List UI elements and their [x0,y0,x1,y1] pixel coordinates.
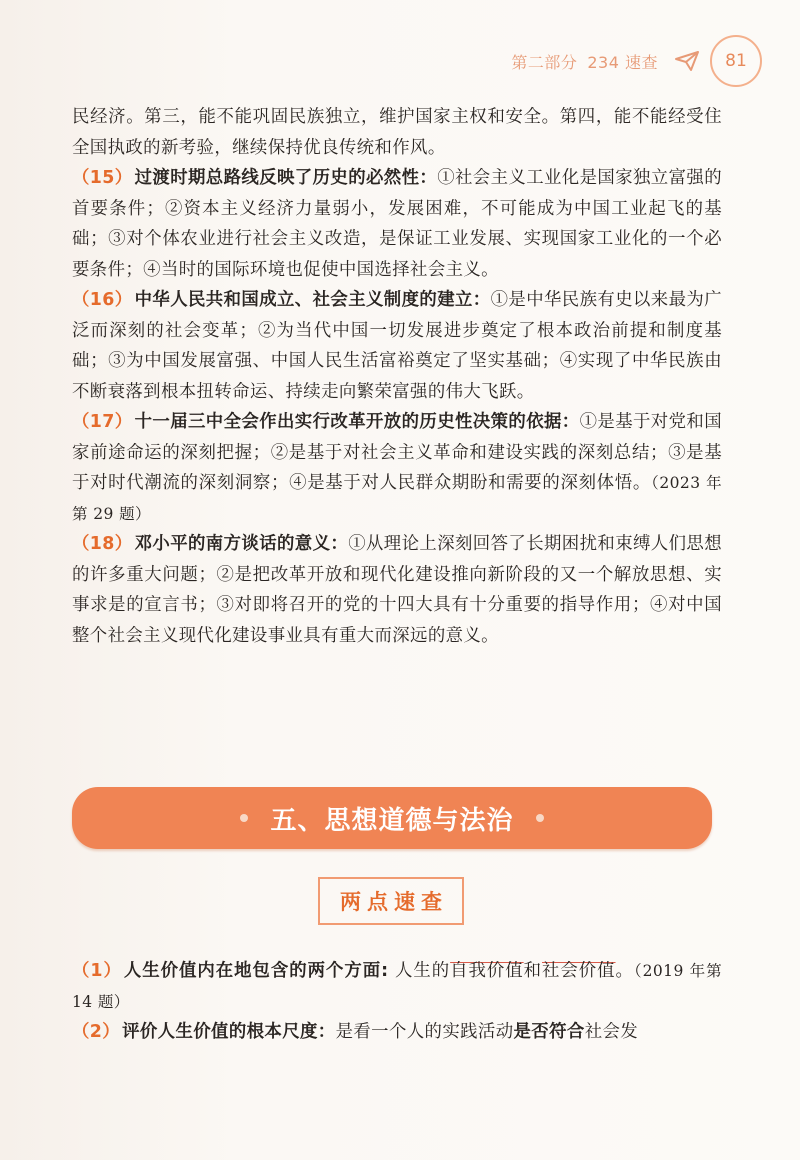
point-body: 和 [523,961,543,981]
bullet-dot [536,814,544,822]
point-number: （1） [72,961,122,981]
point-bold-term: 是否符合 [513,1022,585,1042]
points-text [72,956,722,1048]
point-number: （2） [72,1022,121,1042]
intro-paragraph: 民经济。第三，能不能巩固民族独立，维护国家主权和安全。第四，能不能经受住全国执政的新考验，继续保持优良传统和作风。 [72,107,722,158]
point-marked-term: 自我价值 [450,961,524,981]
item-title: 邓小平的南方谈话的意义： [134,534,349,554]
section-banner [72,787,712,849]
item-number: （17） [72,412,133,432]
item-body: ①是基于对党和国家前途命运的深刻把握；②是基于对社会主义革命和建设实践的深刻总结；③是基于对时代潮流的深刻洞察；④是基于对人民群众期盼和需要的深刻体悟。 [72,412,722,493]
list-item [72,529,722,651]
point-title: 人生价值内在地包含的两个方面: [123,961,389,981]
subsection-box [318,877,464,925]
point-body: 是看一个人的实践活动 [335,1022,514,1042]
section-title: 五、思想道德与法治 [270,805,514,836]
point-note: （2019 年第 14 题） [72,962,723,1011]
page-number: 81 [710,35,762,87]
item-number: （18） [72,534,133,554]
item-title: 中华人民共和国成立、社会主义制度的建立： [134,290,491,310]
header-subtitle: 234 速查 [587,52,658,72]
point-marked-term: 社会价值 [542,961,616,981]
item-title: 十一届三中全会作出实行改革开放的历史性决策的依据： [134,412,580,432]
list-item [72,285,722,407]
main-text [72,102,722,651]
bullet-dot [240,814,248,822]
point-item [72,956,722,1017]
point-body: 社会发 [584,1022,639,1042]
item-note: （2023 年第 29 题） [72,474,722,523]
list-item [72,163,722,285]
point-title: 评价人生价值的根本尺度： [122,1022,336,1042]
point-body: 人生的 [388,961,451,981]
page-header [511,34,762,88]
point-body: 。 [615,961,634,981]
item-body: ①是中华民族有史以来最为广泛而深刻的社会变革；②为当代中国一切发展进步奠定了根本政治前提和制度基础；③为中国发展富强、中国人民生活富裕奠定了坚实基础；④实现了中华民族由不断衰落到根本扭转命运、持续走向繁荣富强的伟大飞跃。 [72,290,722,402]
item-number: （16） [72,290,133,310]
item-body: ①从理论上深刻回答了长期困扰和束缚人们思想的许多重大问题；②是把改革开放和现代化建设推向新阶段的又一个解放思想、实事求是的宣言书；③对即将召开的党的十四大具有十分重要的指导作用；④对中国整个社会主义现代化建设事业具有重大而深远的意义。 [72,534,722,646]
header-part: 第二部分 [511,52,578,72]
item-title: 过渡时期总路线反映了历史的必然性： [134,168,438,188]
paper-plane-icon [674,50,700,72]
point-item [72,1017,722,1048]
item-body: ①社会主义工业化是国家独立富强的首要条件；②资本主义经济力量弱小，发展困难，不可能成为中国工业起飞的基础；③对个体农业进行社会主义改造，是保证工业发展、实现国家工业化的一个必要条件；④当时的国际环境也促使中国选择社会主义。 [72,168,722,280]
subsection-title: 两点速查 [340,890,448,914]
item-number: （15） [72,168,133,188]
list-item [72,407,722,529]
